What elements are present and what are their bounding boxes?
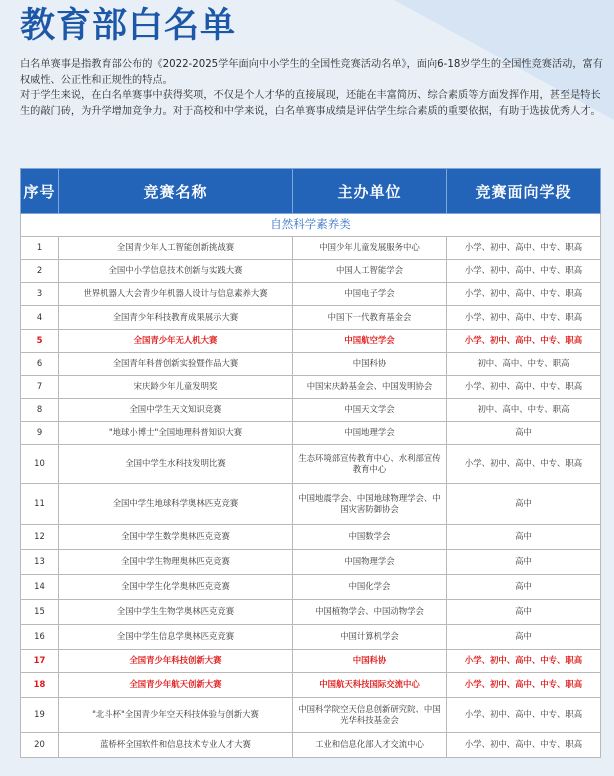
cell-index: 18 — [21, 673, 59, 698]
cell-organizer: 中国航空学会 — [293, 330, 447, 353]
cell-index: 11 — [21, 484, 59, 525]
cell-competition-name: 全国中小学信息技术创新与实践大赛 — [59, 260, 293, 283]
cell-school-stage: 小学、初中、高中、中专、职高 — [447, 306, 601, 330]
cell-school-stage: 高中 — [447, 575, 601, 600]
cell-organizer: 中国地震学会、中国地球物理学会、中国灾害防御协会 — [293, 484, 447, 525]
cell-index: 20 — [21, 733, 59, 758]
header-competition-name: 竞赛名称 — [59, 169, 293, 214]
table-row — [21, 306, 601, 330]
cell-organizer: 中国数学会 — [293, 525, 447, 550]
cell-index: 4 — [21, 306, 59, 330]
table-row — [21, 600, 601, 625]
cell-organizer: 中国航天科技国际交流中心 — [293, 673, 447, 698]
cell-school-stage: 高中 — [447, 550, 601, 575]
cell-competition-name: 世界机器人大会青少年机器人设计与信息素养大赛 — [59, 283, 293, 306]
table-row — [21, 399, 601, 422]
table-row — [21, 650, 601, 673]
cell-index: 19 — [21, 698, 59, 733]
header-index: 序号 — [21, 169, 59, 214]
cell-index: 9 — [21, 422, 59, 445]
table-row — [21, 625, 601, 650]
cell-organizer: 中国科协 — [293, 353, 447, 376]
cell-competition-name: 全国中学生物理奥林匹克竞赛 — [59, 550, 293, 575]
cell-index: 3 — [21, 283, 59, 306]
table-row — [21, 550, 601, 575]
cell-competition-name: "北斗杯"全国青少年空天科技体验与创新大赛 — [59, 698, 293, 733]
cell-school-stage: 小学、初中、高中、中专、职高 — [447, 237, 601, 260]
table-row — [21, 445, 601, 484]
cell-index: 5 — [21, 330, 59, 353]
cell-organizer: 生态环境部宣传教育中心、水利部宣传教育中心 — [293, 445, 447, 484]
cell-organizer: 中国少年儿童发展服务中心 — [293, 237, 447, 260]
cell-school-stage: 初中、高中、中专、职高 — [447, 399, 601, 422]
page-title: 教育部白名单 — [20, 6, 237, 46]
cell-competition-name: 全国青少年航天创新大赛 — [59, 673, 293, 698]
table-body — [21, 214, 601, 758]
cell-organizer: 中国物理学会 — [293, 550, 447, 575]
intro-paragraph-2: 对于学生来说，在白名单赛事中获得奖项，不仅是个人才华的直接展现，还能在丰富简历、综合素质等方面发挥作用，甚至是特长生的敲门砖，为升学增加竞争力。对于高校和中学来说，白名单赛事成绩是评估学生综合素质的重要依据，有助于选拔优秀人才。 — [20, 90, 601, 117]
cell-organizer: 中国地理学会 — [293, 422, 447, 445]
table-row — [21, 575, 601, 600]
intro-paragraph-1: 白名单赛事是指教育部公布的《2022-2025学年面向中小学生的全国性竞赛活动名单》，面向6-18岁学生的全国性竞赛活动，富有权威性、公正性和正规性的特点。 — [20, 59, 603, 86]
header-school-stage: 竞赛面向学段 — [447, 169, 601, 214]
cell-school-stage: 初中、高中、中专、职高 — [447, 353, 601, 376]
cell-school-stage: 小学、初中、高中、中专、职高 — [447, 283, 601, 306]
cell-school-stage: 小学、初中、高中、中专、职高 — [447, 650, 601, 673]
cell-organizer: 中国植物学会、中国动物学会 — [293, 600, 447, 625]
table-row — [21, 283, 601, 306]
cell-school-stage: 高中 — [447, 625, 601, 650]
cell-competition-name: 全国中学生水科技发明比赛 — [59, 445, 293, 484]
cell-school-stage: 高中 — [447, 600, 601, 625]
cell-competition-name: "地球小博士"全国地理科普知识大赛 — [59, 422, 293, 445]
cell-index: 10 — [21, 445, 59, 484]
cell-school-stage: 高中 — [447, 422, 601, 445]
cell-index: 15 — [21, 600, 59, 625]
table-row — [21, 376, 601, 399]
cell-index: 14 — [21, 575, 59, 600]
cell-competition-name: 全国中学生生物学奥林匹克竞赛 — [59, 600, 293, 625]
cell-competition-name: 全国中学生天文知识竞赛 — [59, 399, 293, 422]
cell-index: 13 — [21, 550, 59, 575]
cell-index: 6 — [21, 353, 59, 376]
table-row — [21, 484, 601, 525]
cell-school-stage: 小学、初中、高中、中专、职高 — [447, 673, 601, 698]
cell-school-stage: 小学、初中、高中、中专、职高 — [447, 698, 601, 733]
cell-competition-name: 全国中学生数学奥林匹克竞赛 — [59, 525, 293, 550]
cell-organizer: 中国人工智能学会 — [293, 260, 447, 283]
cell-organizer: 中国科协 — [293, 650, 447, 673]
cell-index: 17 — [21, 650, 59, 673]
cell-competition-name: 全国青少年无人机大赛 — [59, 330, 293, 353]
cell-school-stage: 小学、初中、高中、中专、职高 — [447, 376, 601, 399]
cell-school-stage: 小学、初中、高中、中专、职高 — [447, 260, 601, 283]
table-row — [21, 353, 601, 376]
table-row — [21, 422, 601, 445]
cell-competition-name: 宋庆龄少年儿童发明奖 — [59, 376, 293, 399]
table-row — [21, 698, 601, 733]
cell-competition-name: 全国青少年人工智能创新挑战赛 — [59, 237, 293, 260]
table-row — [21, 330, 601, 353]
cell-organizer: 中国化学会 — [293, 575, 447, 600]
table-header-row — [21, 169, 601, 214]
whitelist-table-container — [20, 168, 600, 758]
cell-index: 12 — [21, 525, 59, 550]
cell-competition-name: 蓝桥杯全国软件和信息技术专业人才大赛 — [59, 733, 293, 758]
cell-competition-name: 全国青年科普创新实验暨作品大赛 — [59, 353, 293, 376]
cell-school-stage: 高中 — [447, 525, 601, 550]
cell-competition-name: 全国青少年科技教育成果展示大赛 — [59, 306, 293, 330]
cell-organizer: 中国宋庆龄基金会、中国发明协会 — [293, 376, 447, 399]
cell-index: 2 — [21, 260, 59, 283]
table-row — [21, 525, 601, 550]
cell-competition-name: 全国青少年科技创新大赛 — [59, 650, 293, 673]
intro-text — [20, 57, 604, 119]
category-label: 自然科学素养类 — [21, 214, 601, 237]
whitelist-table — [20, 168, 601, 758]
cell-organizer: 中国电子学会 — [293, 283, 447, 306]
cell-organizer: 中国计算机学会 — [293, 625, 447, 650]
cell-index: 1 — [21, 237, 59, 260]
header-organizer: 主办单位 — [293, 169, 447, 214]
cell-school-stage: 小学、初中、高中、中专、职高 — [447, 445, 601, 484]
cell-organizer: 中国下一代教育基金会 — [293, 306, 447, 330]
cell-school-stage: 小学、初中、高中、中专、职高 — [447, 330, 601, 353]
cell-index: 16 — [21, 625, 59, 650]
cell-organizer: 中国科学院空天信息创新研究院、中国光华科技基金会 — [293, 698, 447, 733]
table-row — [21, 733, 601, 758]
cell-school-stage: 小学、初中、高中、中专、职高 — [447, 733, 601, 758]
cell-index: 7 — [21, 376, 59, 399]
cell-school-stage: 高中 — [447, 484, 601, 525]
cell-organizer: 中国天文学会 — [293, 399, 447, 422]
table-row — [21, 673, 601, 698]
cell-competition-name: 全国中学生信息学奥林匹克竞赛 — [59, 625, 293, 650]
category-row — [21, 214, 601, 237]
table-row — [21, 237, 601, 260]
cell-index: 8 — [21, 399, 59, 422]
cell-organizer: 工业和信息化部人才交流中心 — [293, 733, 447, 758]
cell-competition-name: 全国中学生化学奥林匹克竞赛 — [59, 575, 293, 600]
cell-competition-name: 全国中学生地球科学奥林匹克竞赛 — [59, 484, 293, 525]
table-row — [21, 260, 601, 283]
